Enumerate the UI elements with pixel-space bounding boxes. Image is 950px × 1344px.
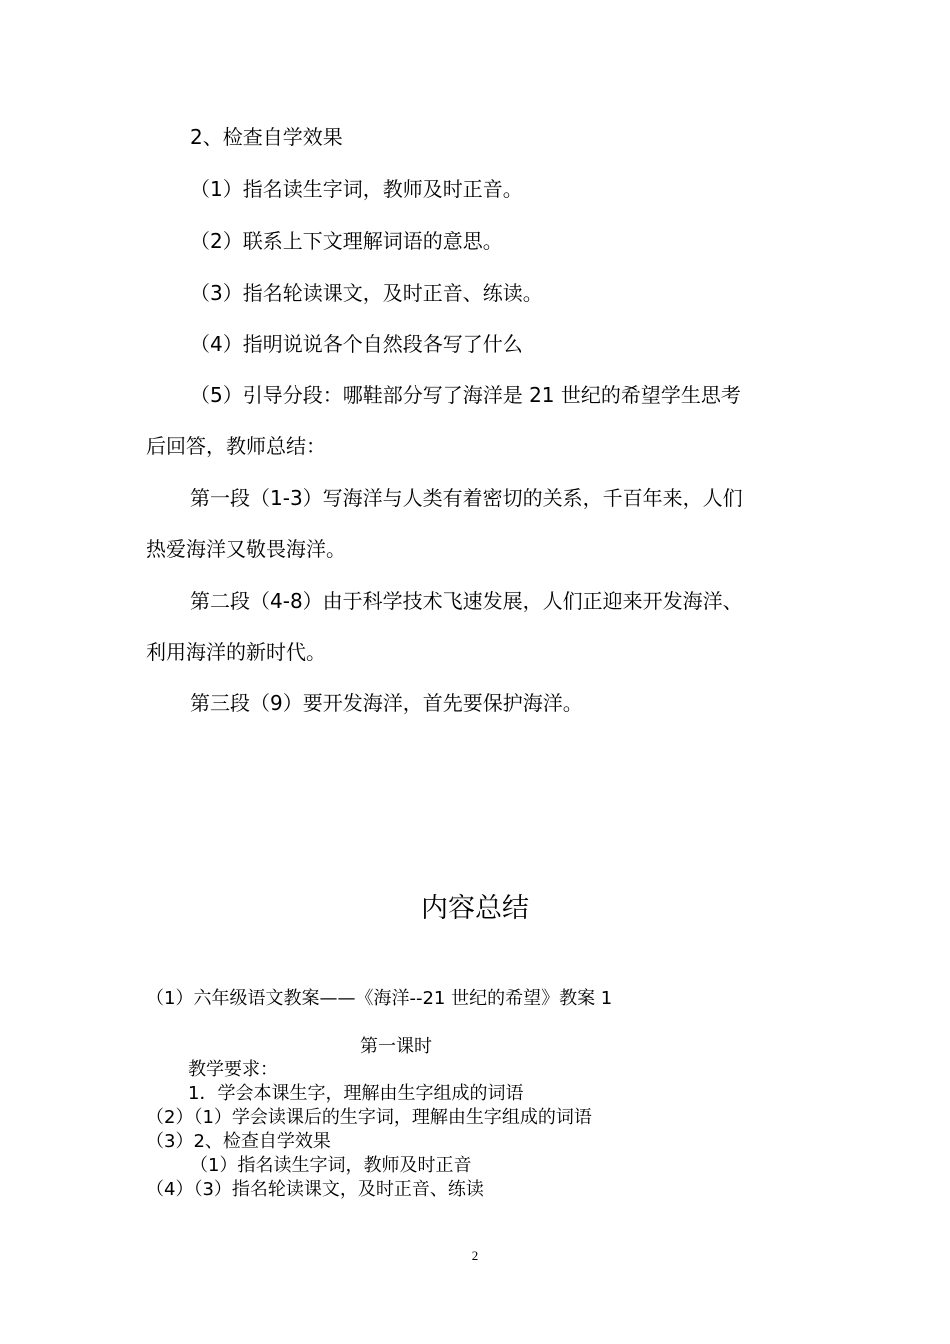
summary-line-5: （2）（1）学会读课后的生字词，理解由生字组成的词语	[146, 1107, 592, 1128]
body-line-8: 第一段（1-3）写海洋与人类有着密切的关系，千百年来，人们	[190, 486, 743, 510]
body-line-5: （4）指明说说各个自然段各写了什么	[190, 332, 523, 356]
body-line-4: （3）指名轮读课文，及时正音、练读。	[190, 281, 543, 305]
body-line-1: 2、检查自学效果	[190, 125, 343, 149]
summary-line-1: （1）六年级语文教案——《海洋--21 世纪的希望》教案 1	[146, 988, 613, 1009]
summary-line-4: 1．学会本课生字，理解由生字组成的词语	[188, 1083, 524, 1104]
summary-line-6: （3）2、检查自学效果	[146, 1131, 331, 1152]
body-line-9: 热爱海洋又敬畏海洋。	[146, 537, 346, 561]
body-line-3: （2）联系上下文理解词语的意思。	[190, 229, 503, 253]
summary-line-3: 教学要求：	[188, 1059, 278, 1080]
summary-title: 内容总结	[421, 893, 529, 924]
body-line-11: 利用海洋的新时代。	[146, 640, 326, 664]
body-line-10: 第二段（4-8）由于科学技术飞速发展，人们正迎来开发海洋、	[190, 589, 743, 613]
summary-line-2: 第一课时	[360, 1036, 432, 1057]
body-line-7: 后回答，教师总结：	[146, 434, 326, 458]
page-number: 2	[471, 1248, 479, 1263]
body-line-2: （1）指名读生字词，教师及时正音。	[190, 177, 523, 201]
body-line-6: （5）引导分段：哪鞋部分写了海洋是 21 世纪的希望学生思考	[190, 383, 741, 407]
body-line-12: 第三段（9）要开发海洋，首先要保护海洋。	[190, 691, 583, 715]
summary-line-7: （1）指名读生字词，教师及时正音	[190, 1155, 472, 1176]
summary-line-8: （4）（3）指名轮读课文，及时正音、练读	[146, 1179, 484, 1200]
